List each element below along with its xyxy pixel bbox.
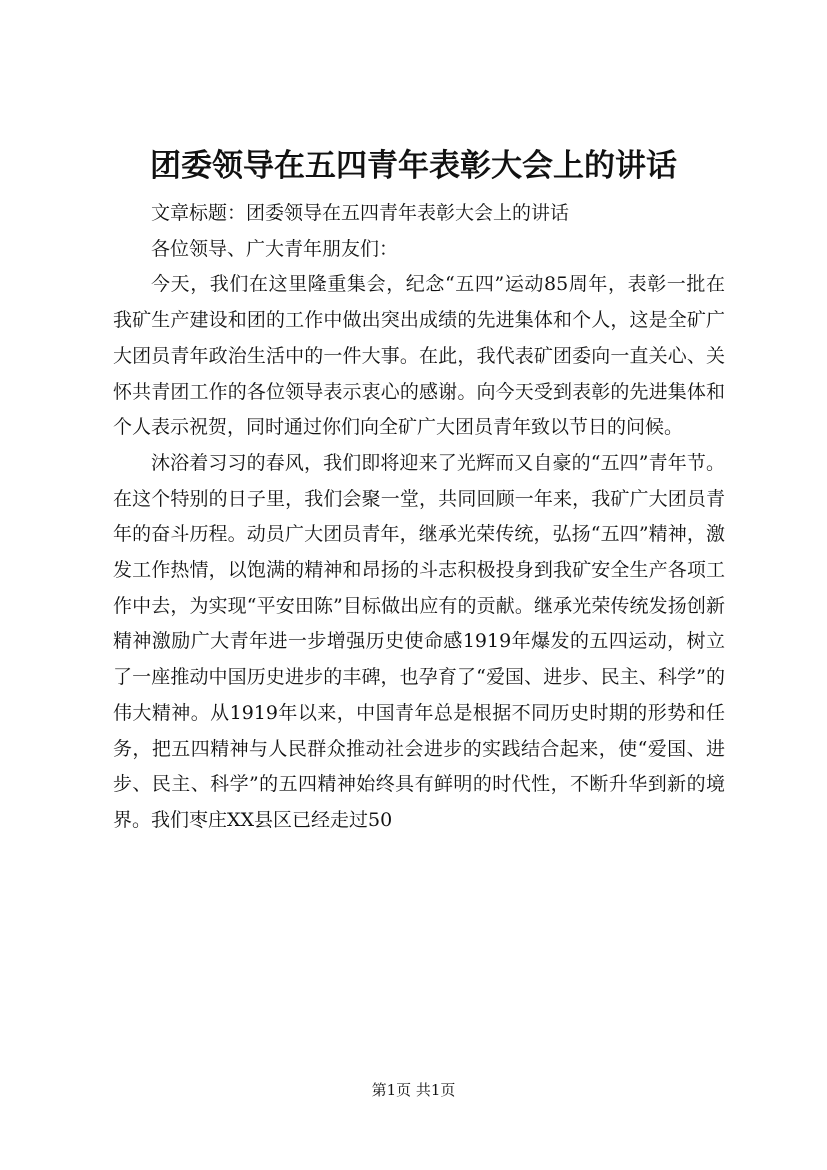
page-footer: 第1页 共1页 <box>371 1081 456 1099</box>
paragraph-2: 沐浴着习习的春风，我们即将迎来了光辉而又自豪的“五四”青年节。在这个特别的日子里，我们会聚一堂，共同回顾一年来，我矿广大团员青年的奋斗历程。动员广大团员青年，继承光荣传统，弘扬“五四”精神，激发工作热情，以饱满的精神和昂扬的斗志积极投身到我矿安全生产各项工作中去，为实现“平安田陈”目标做出应有的贡献。继承光荣传统发扬创新精神激励广大青年进一步增强历史使命感1919年爆发的五四运动，树立了一座推动中国历史进步的丰碑，也孕育了“爱国、进步、民主、科学”的伟大精神。从1919年以来，中国青年总是根据不同历史时期的形势和任务，把五四精神与人民群众推动社会进步的实践结合起来，使“爱国、进步、民主、科学”的五四精神始终具有鲜明的时代性，不断升华到新的境界。我们枣庄XX县区已经走过50 <box>113 451 725 831</box>
salutation: 各位领导、广大青年朋友们： <box>151 237 399 260</box>
paragraph-1: 今天，我们在这里隆重集会，纪念“五四”运动85周年，表彰一批在我矿生产建设和团的工作中做出突出成绩的先进集体和个人，这是全矿广大团员青年政治生活中的一件大事。在此，我代表矿团委向一直关心、关怀共青团工作的各位领导表示衷心的感谢。向今天受到表彰的先进集体和个人表示祝贺，同时通过你们向全矿广大团员青年致以节日的问候。 <box>113 273 725 439</box>
document-body <box>113 196 725 839</box>
document-title: 团委领导在五四青年表彰大会上的讲话 <box>150 148 677 184</box>
subtitle-line: 文章标题：团委领导在五四青年表彰大会上的讲话 <box>151 202 570 224</box>
